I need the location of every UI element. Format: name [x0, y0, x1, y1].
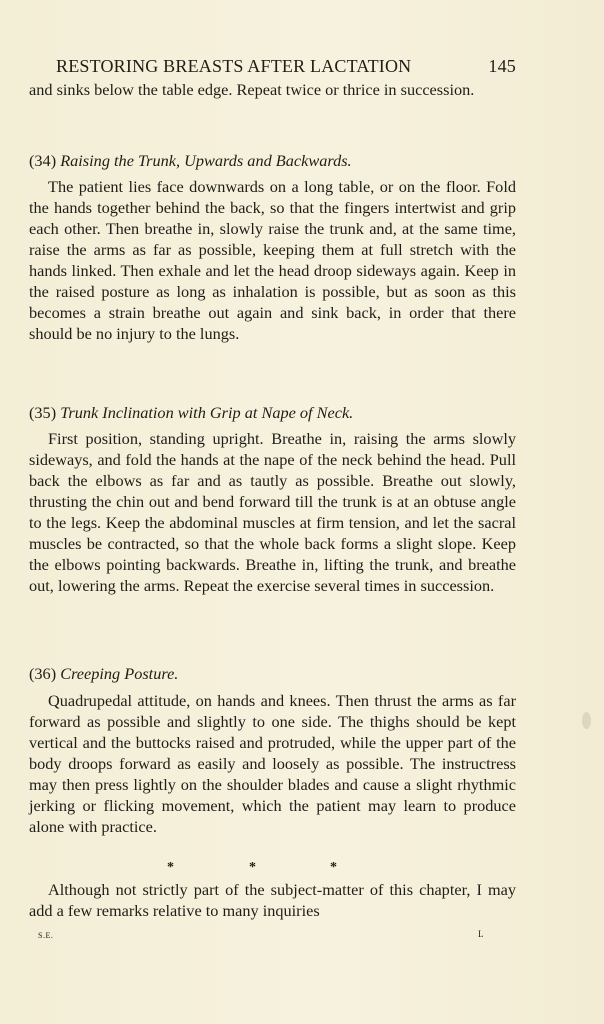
separator-star-3: * [330, 860, 337, 875]
page-number: 145 [488, 56, 516, 76]
section-separator [167, 858, 367, 878]
paper-speck-icon [582, 712, 591, 729]
running-title: RESTORING BREASTS AFTER LACTATION [56, 56, 412, 76]
closing-paragraph: Although not strictly part of the subject-matter of this chapter, I may add a few remarks relative to many inquiries [29, 880, 516, 920]
section-35-title: Trunk Inclination with Grip at Nape of Neck. [60, 403, 354, 422]
section-34-text: The patient lies face downwards on a long table, or on the floor. Fold the hands together behind the back, so that the fingers intertwist and grip each other. Then breathe in, slowly raise the trunk and, at the same time, raise the arms as far as possible, keeping them at full stretch with the hands linked. Then exhale and let the head droop sideways again. Keep in the raised posture as long as inhalation is possible, but as soon as this becomes a strain breathe out again and sink back, in order that there should be no injury to the lungs. [29, 177, 516, 343]
section-34-number: (34) [29, 151, 57, 170]
section-36-heading [29, 663, 516, 684]
intro-paragraph: and sinks below the table edge. Repeat twice or thrice in succession. [29, 80, 475, 99]
footer-signature-right: L [478, 929, 484, 939]
separator-star-1: * [167, 860, 174, 875]
section-36-text: Quadrupedal attitude, on hands and knees. Then thrust the arms as far forward as possible and slightly to one side. The thighs should be kept vertical and the buttocks raised and protruded, while the upper part of the body droops forward as easily and loosely as possible. The instructress may then press lightly on the shoulder blades and cause a slight rhythmic jerking or flicking movement, which the patient may learn to produce alone with practice. [29, 691, 516, 836]
section-35-text: First position, standing upright. Breathe in, raising the arms slowly sideways, and fold the hands at the nape of the neck behind the head. Pull back the elbows as far and as tautly as possible. Breathe out slowly, thrusting the chin out and bend forward till the trunk is at an obtuse angle to the legs. Keep the abdominal muscles at firm tension, and let the sacral muscles be contracted, so that the whole back forms a slight slope. Keep the elbows pointing backwards. Breathe in, lifting the trunk, and breathe out, lowering the arms. Repeat the exercise several times in succession. [29, 429, 516, 595]
separator-star-2: * [249, 860, 256, 875]
section-36-title: Creeping Posture. [60, 664, 179, 683]
section-36-number: (36) [29, 664, 57, 683]
section-35-number: (35) [29, 403, 57, 422]
section-34-heading [29, 150, 516, 171]
running-head [56, 54, 516, 78]
section-34-title: Raising the Trunk, Upwards and Backwards. [60, 151, 352, 170]
footer-signature-left: S.E. [38, 931, 54, 940]
section-35-heading [29, 402, 516, 423]
